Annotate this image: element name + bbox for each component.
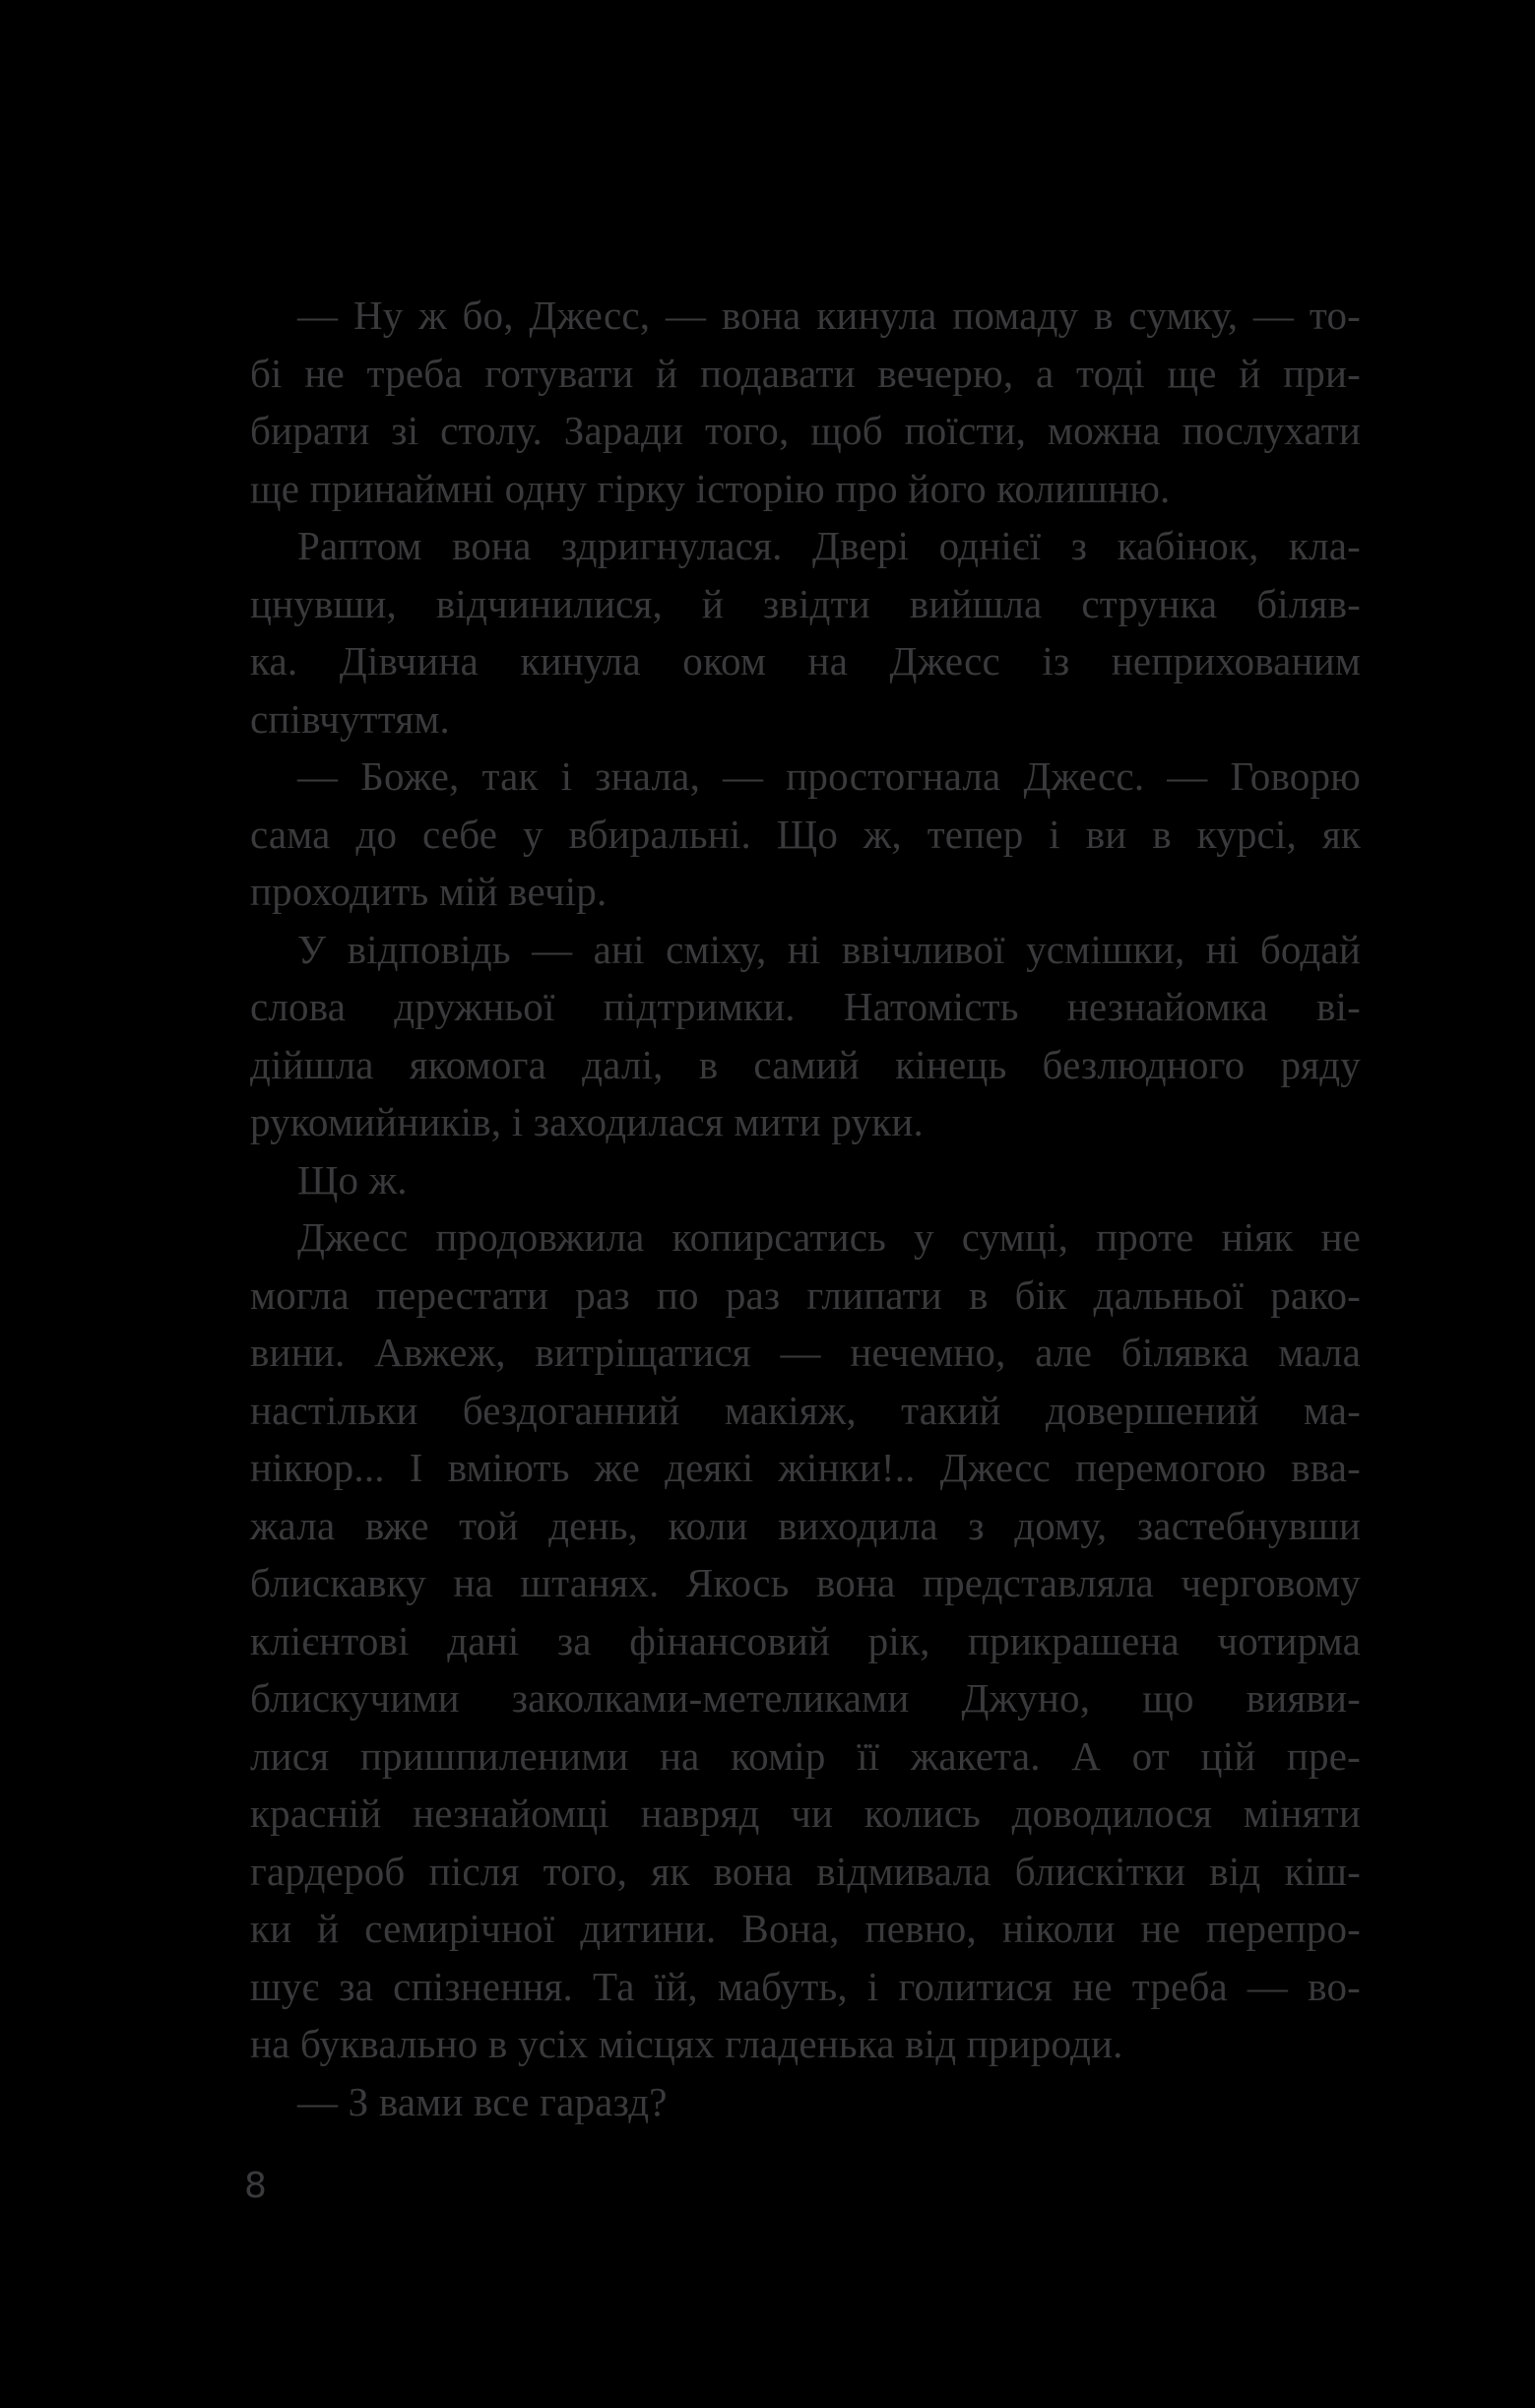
text-line: на буквально в усіх місцях гладенька від природи. [250,2021,1123,2066]
text-line: сама до себе у вбиральні. Що ж, тепер і ви в курсі, як [250,811,1361,857]
text-line: — З вами все гаразд? [297,2078,668,2124]
text-line: могла перестати раз по раз глипати в бік дальньої рако- [250,1271,1361,1318]
text-line: проходить мій вечір. [250,869,608,914]
text-line: співчуттям. [250,695,450,742]
text-line: бирати зі столу. Заради того, щоб поїсти, можна послухати [250,408,1361,453]
text-line: рукомийників, і заходилася мити руки. [250,1099,924,1144]
text-line: дійшла якомога далі, в самий кінець безлюдного ряду [250,1041,1361,1087]
text-line: лися пришпиленими на комір її жакета. А от цій пре- [250,1732,1361,1779]
text-line: ще принаймні одну гірку історію про його колишню. [250,465,1171,511]
text-line: Що ж. [297,1156,408,1203]
text-line: цнувши, відчинилися, й звідти вийшла струнка біляв- [250,580,1361,626]
text-line: гардероб після того, як вона відмивала блискітки від кіш- [250,1848,1361,1894]
text-line: блискучими заколками-метеликами Джуно, що вияви- [250,1675,1361,1721]
text-line: жала вже той день, коли виходила з дому, застебнувши [250,1502,1361,1548]
text-line: нікюр... І вміють же деякі жінки!.. Джесс перемогою вва- [250,1445,1361,1490]
text-line: блискавку на штанях. Якось вона представляла черговому [250,1560,1361,1605]
text-line: ка. Дівчина кинула оком на Джесс із неприхованим [250,638,1361,683]
text-line: — Ну ж бо, Джесс, — вона кинула помаду в сумку, — то- [297,293,1361,338]
text-line: клієнтові дані за фінансовий рік, прикрашена чотирма [250,1617,1361,1663]
text-line: шує за спізнення. Та їй, мабуть, і голитися не треба — во- [250,1963,1361,2009]
text-line: слова дружньої підтримки. Натомість незнайомка ві- [250,984,1361,1029]
page-number: 8 [244,2166,267,2206]
text-line: ки й семирічної дитини. Вона, певно, ніколи не перепро- [250,1906,1361,1951]
text-line: — Боже, так і знала, — простогнала Джесс. — Говорю [297,753,1361,799]
text-line: настільки бездоганний макіяж, такий довершений ма- [250,1387,1361,1433]
text-line: вини. Авжеж, витріщатися — нечемно, але білявка мала [250,1330,1361,1375]
text-line: бі не треба готувати й подавати вечерю, а тоді ще й при- [250,350,1361,396]
text-line: красній незнайомці навряд чи колись доводилося міняти [250,1790,1361,1836]
text-line: У відповідь — ані сміху, ні ввічливої усмішки, ні бодай [297,926,1361,972]
page-text [250,287,1361,2130]
text-line: Джесс продовжила копирсатись у сумці, проте ніяк не [297,1214,1361,1260]
text-line: Раптом вона здригнулася. Двері однієї з кабінок, кла- [297,523,1361,568]
